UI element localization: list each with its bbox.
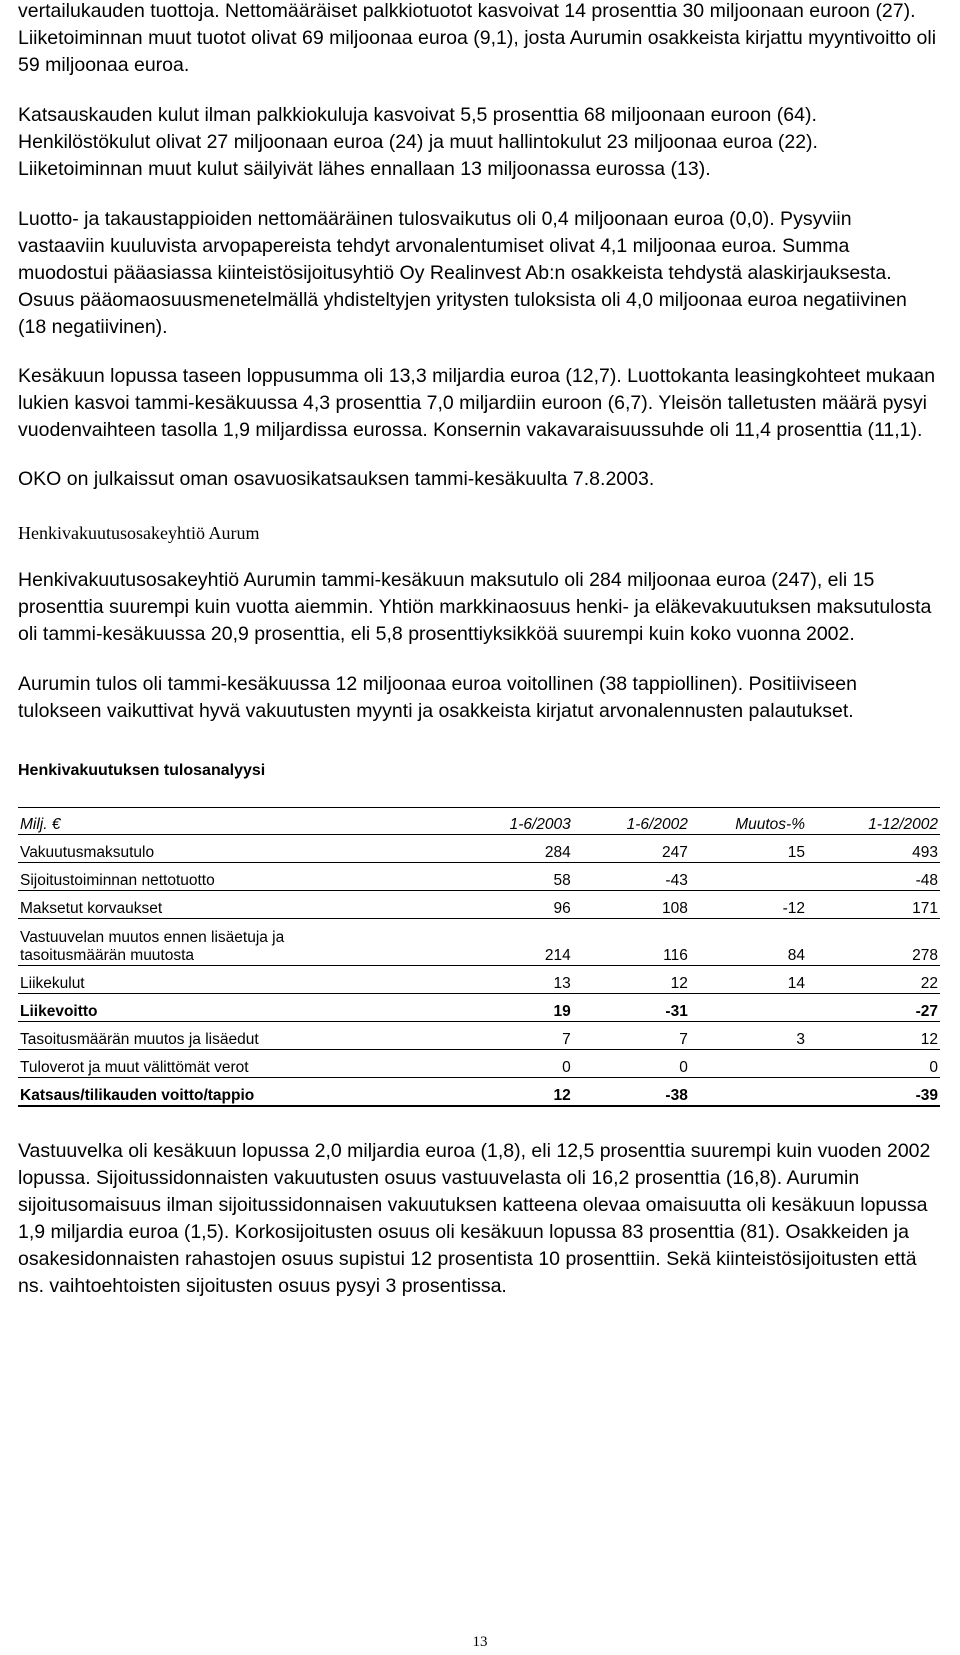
cell-value: 96 xyxy=(456,891,573,919)
cell-value: 19 xyxy=(456,994,573,1022)
cell-value: 7 xyxy=(456,1022,573,1050)
paragraph-balance-sheet: Kesäkuun lopussa taseen loppusumma oli 13,3 miljardia euroa (12,7). Luottokanta leasingkohteet mukaan lukien kasvoi tammi-kesäkuussa 4,3 prosenttia 7,0 miljardiin euroon (6,7). Yleisön talletusten määrä pysyi vuodenvaihteen tasolla 1,9 miljardissa eurossa. Konsernin vakavaraisuussuhde oli 11,4 prosenttia (11,1). xyxy=(18,365,936,441)
row-label: Tasoitusmäärän muutos ja lisäedut xyxy=(18,1022,456,1050)
table-row xyxy=(18,919,940,966)
column-header-change-percent: Muutos-% xyxy=(690,808,807,835)
row-label: Katsaus/tilikauden voitto/tappio xyxy=(18,1078,456,1107)
cell-value: 0 xyxy=(573,1050,690,1078)
cell-value: 13 xyxy=(456,966,573,994)
cell-value: 15 xyxy=(690,835,807,863)
cell-value xyxy=(690,1050,807,1078)
cell-value: 214 xyxy=(456,919,573,966)
table-row xyxy=(18,994,940,1022)
cell-value: 84 xyxy=(690,919,807,966)
table-row xyxy=(18,966,940,994)
cell-value: 12 xyxy=(573,966,690,994)
cell-value: 12 xyxy=(456,1078,573,1107)
table-row xyxy=(18,1022,940,1050)
table-row xyxy=(18,1050,940,1078)
paragraph-aurum-result: Aurumin tulos oli tammi-kesäkuussa 12 miljoonaa euroa voitollinen (38 tappiollinen). Positiiviseen tulokseen vaikuttivat hyvä vakuutusten myynti ja osakkeista kirjatut arvonalennusten palautukset. xyxy=(18,673,857,722)
row-label-line-2: tasoitusmäärän muutosta xyxy=(20,947,195,964)
cell-value: 22 xyxy=(807,966,940,994)
cell-value xyxy=(690,994,807,1022)
cell-value: 12 xyxy=(807,1022,940,1050)
cell-value: -38 xyxy=(573,1078,690,1107)
cell-value: 116 xyxy=(573,919,690,966)
cell-value: -43 xyxy=(573,863,690,891)
table-header-row xyxy=(18,808,940,835)
cell-value: -31 xyxy=(573,994,690,1022)
cell-value: -12 xyxy=(690,891,807,919)
cell-value: 58 xyxy=(456,863,573,891)
paragraph-technical-reserves: Vastuuvelka oli kesäkuun lopussa 2,0 miljardia euroa (1,8), eli 12,5 prosenttia suurempi kuin vuoden 2002 lopussa. Sijoitussidonnaisten vakuutusten osuus vastuuvelasta oli 16,2 prosenttia (16,8). Aurumin sijoitusomaisuus ilman sijoitussidonnaisen vakuutuksen katteena olevaa omaisuutta oli kesäkuun lopussa 1,9 miljardia euroa (1,5). Korkosijoitusten osuus oli kesäkuun lopussa 83 prosenttia (81). Osakkeiden ja osakesidonnaisten rahastojen osuus supistui 12 prosentista 10 prosenttiin. Sekä kiinteistösijoitusten että ns. vaihtoehtoisten sijoitusten osuus pysyi 3 prosentissa. xyxy=(18,1140,931,1297)
cell-value: 284 xyxy=(456,835,573,863)
row-label: Liikekulut xyxy=(18,966,456,994)
row-label-line-1: Vastuuvelan muutos ennen lisäetuja ja xyxy=(20,929,285,946)
cell-value: 247 xyxy=(573,835,690,863)
table-title: Henkivakuutuksen tulosanalyysi xyxy=(18,762,266,779)
paragraph-expenses: Katsauskauden kulut ilman palkkiokuluja kasvoivat 5,5 prosenttia 68 miljoonaan euroon (64). Henkilöstökulut olivat 27 miljoonaan euroa (24) ja muut hallintokulut 23 miljoonaa euroa (22). Liiketoiminnan muut kulut säilyivät lähes ennallaan 13 miljoonassa eurossa (13). xyxy=(18,104,818,180)
section-heading-aurum: Henkivakuutusosakeyhtiö Aurum xyxy=(18,523,260,543)
table-row xyxy=(18,835,940,863)
cell-value: 493 xyxy=(807,835,940,863)
document-page xyxy=(18,0,940,1300)
table-row xyxy=(18,891,940,919)
cell-value: 0 xyxy=(456,1050,573,1078)
row-label: Vakuutusmaksutulo xyxy=(18,835,456,863)
cell-value: -27 xyxy=(807,994,940,1022)
cell-value: 108 xyxy=(573,891,690,919)
row-label: Tuloverot ja muut välittömät verot xyxy=(18,1050,456,1078)
cell-value xyxy=(690,1078,807,1107)
table-row xyxy=(18,863,940,891)
column-header-1-6-2003: 1-6/2003 xyxy=(456,808,573,835)
cell-value: 3 xyxy=(690,1022,807,1050)
cell-value: -39 xyxy=(807,1078,940,1107)
paragraph-fee-income: vertailukauden tuottoja. Nettomääräiset palkkiotuotot kasvoivat 14 prosenttia 30 miljoonaan euroon (27). Liiketoiminnan muut tuotot olivat 69 miljoonaa euroa (9,1), josta Aurumin osakkeista kirjattu myyntivoitto oli 59 miljoonaa euroa. xyxy=(18,0,937,76)
cell-value: 7 xyxy=(573,1022,690,1050)
cell-value xyxy=(690,863,807,891)
row-label: Liikevoitto xyxy=(18,994,456,1022)
paragraph-credit-losses: Luotto- ja takaustappioiden nettomääräinen tulosvaikutus oli 0,4 miljoonaan euroa (0,0). Pysyviin vastaaviin kuuluvista arvopapereista tehdyt arvonalentumiset olivat 4,1 miljoonaa euroa. Summa muodostui pääasiassa kiinteistösijoitusyhtiö Oy Realinvest Ab:n osakkeista tehdystä alaskirjauksesta. Osuus pääomaosuusmenetelmällä yhdisteltyjen yritysten tuloksista oli 4,0 miljoonaa euroa negatiivinen (18 negatiivinen). xyxy=(18,208,907,338)
table-row-total xyxy=(18,1078,940,1107)
row-label: Maksetut korvaukset xyxy=(18,891,456,919)
row-label: Sijoitustoiminnan nettotuotto xyxy=(18,863,456,891)
column-header-1-6-2002: 1-6/2002 xyxy=(573,808,690,835)
column-header-1-12-2002: 1-12/2002 xyxy=(807,808,940,835)
column-header-unit: Milj. € xyxy=(18,808,456,835)
cell-value: -48 xyxy=(807,863,940,891)
row-label xyxy=(18,919,456,966)
paragraph-aurum-premiums: Henkivakuutusosakeyhtiö Aurumin tammi-kesäkuun maksutulo oli 284 miljoonaa euroa (247), eli 15 prosenttia suurempi kuin vuotta aiemmin. Yhtiön markkinaosuus henki- ja eläkevakuutuksen maksutulosta oli tammi-kesäkuussa 20,9 prosenttia, eli 5,8 prosenttiyksikköä suurempi kuin koko vuonna 2002. xyxy=(18,569,932,645)
cell-value: 278 xyxy=(807,919,940,966)
cell-value: 14 xyxy=(690,966,807,994)
cell-value: 171 xyxy=(807,891,940,919)
results-analysis-table xyxy=(18,807,940,1107)
page-number: 13 xyxy=(472,1634,488,1650)
cell-value: 0 xyxy=(807,1050,940,1078)
paragraph-oko-report: OKO on julkaissut oman osavuosikatsauksen tammi-kesäkuulta 7.8.2003. xyxy=(18,468,655,490)
